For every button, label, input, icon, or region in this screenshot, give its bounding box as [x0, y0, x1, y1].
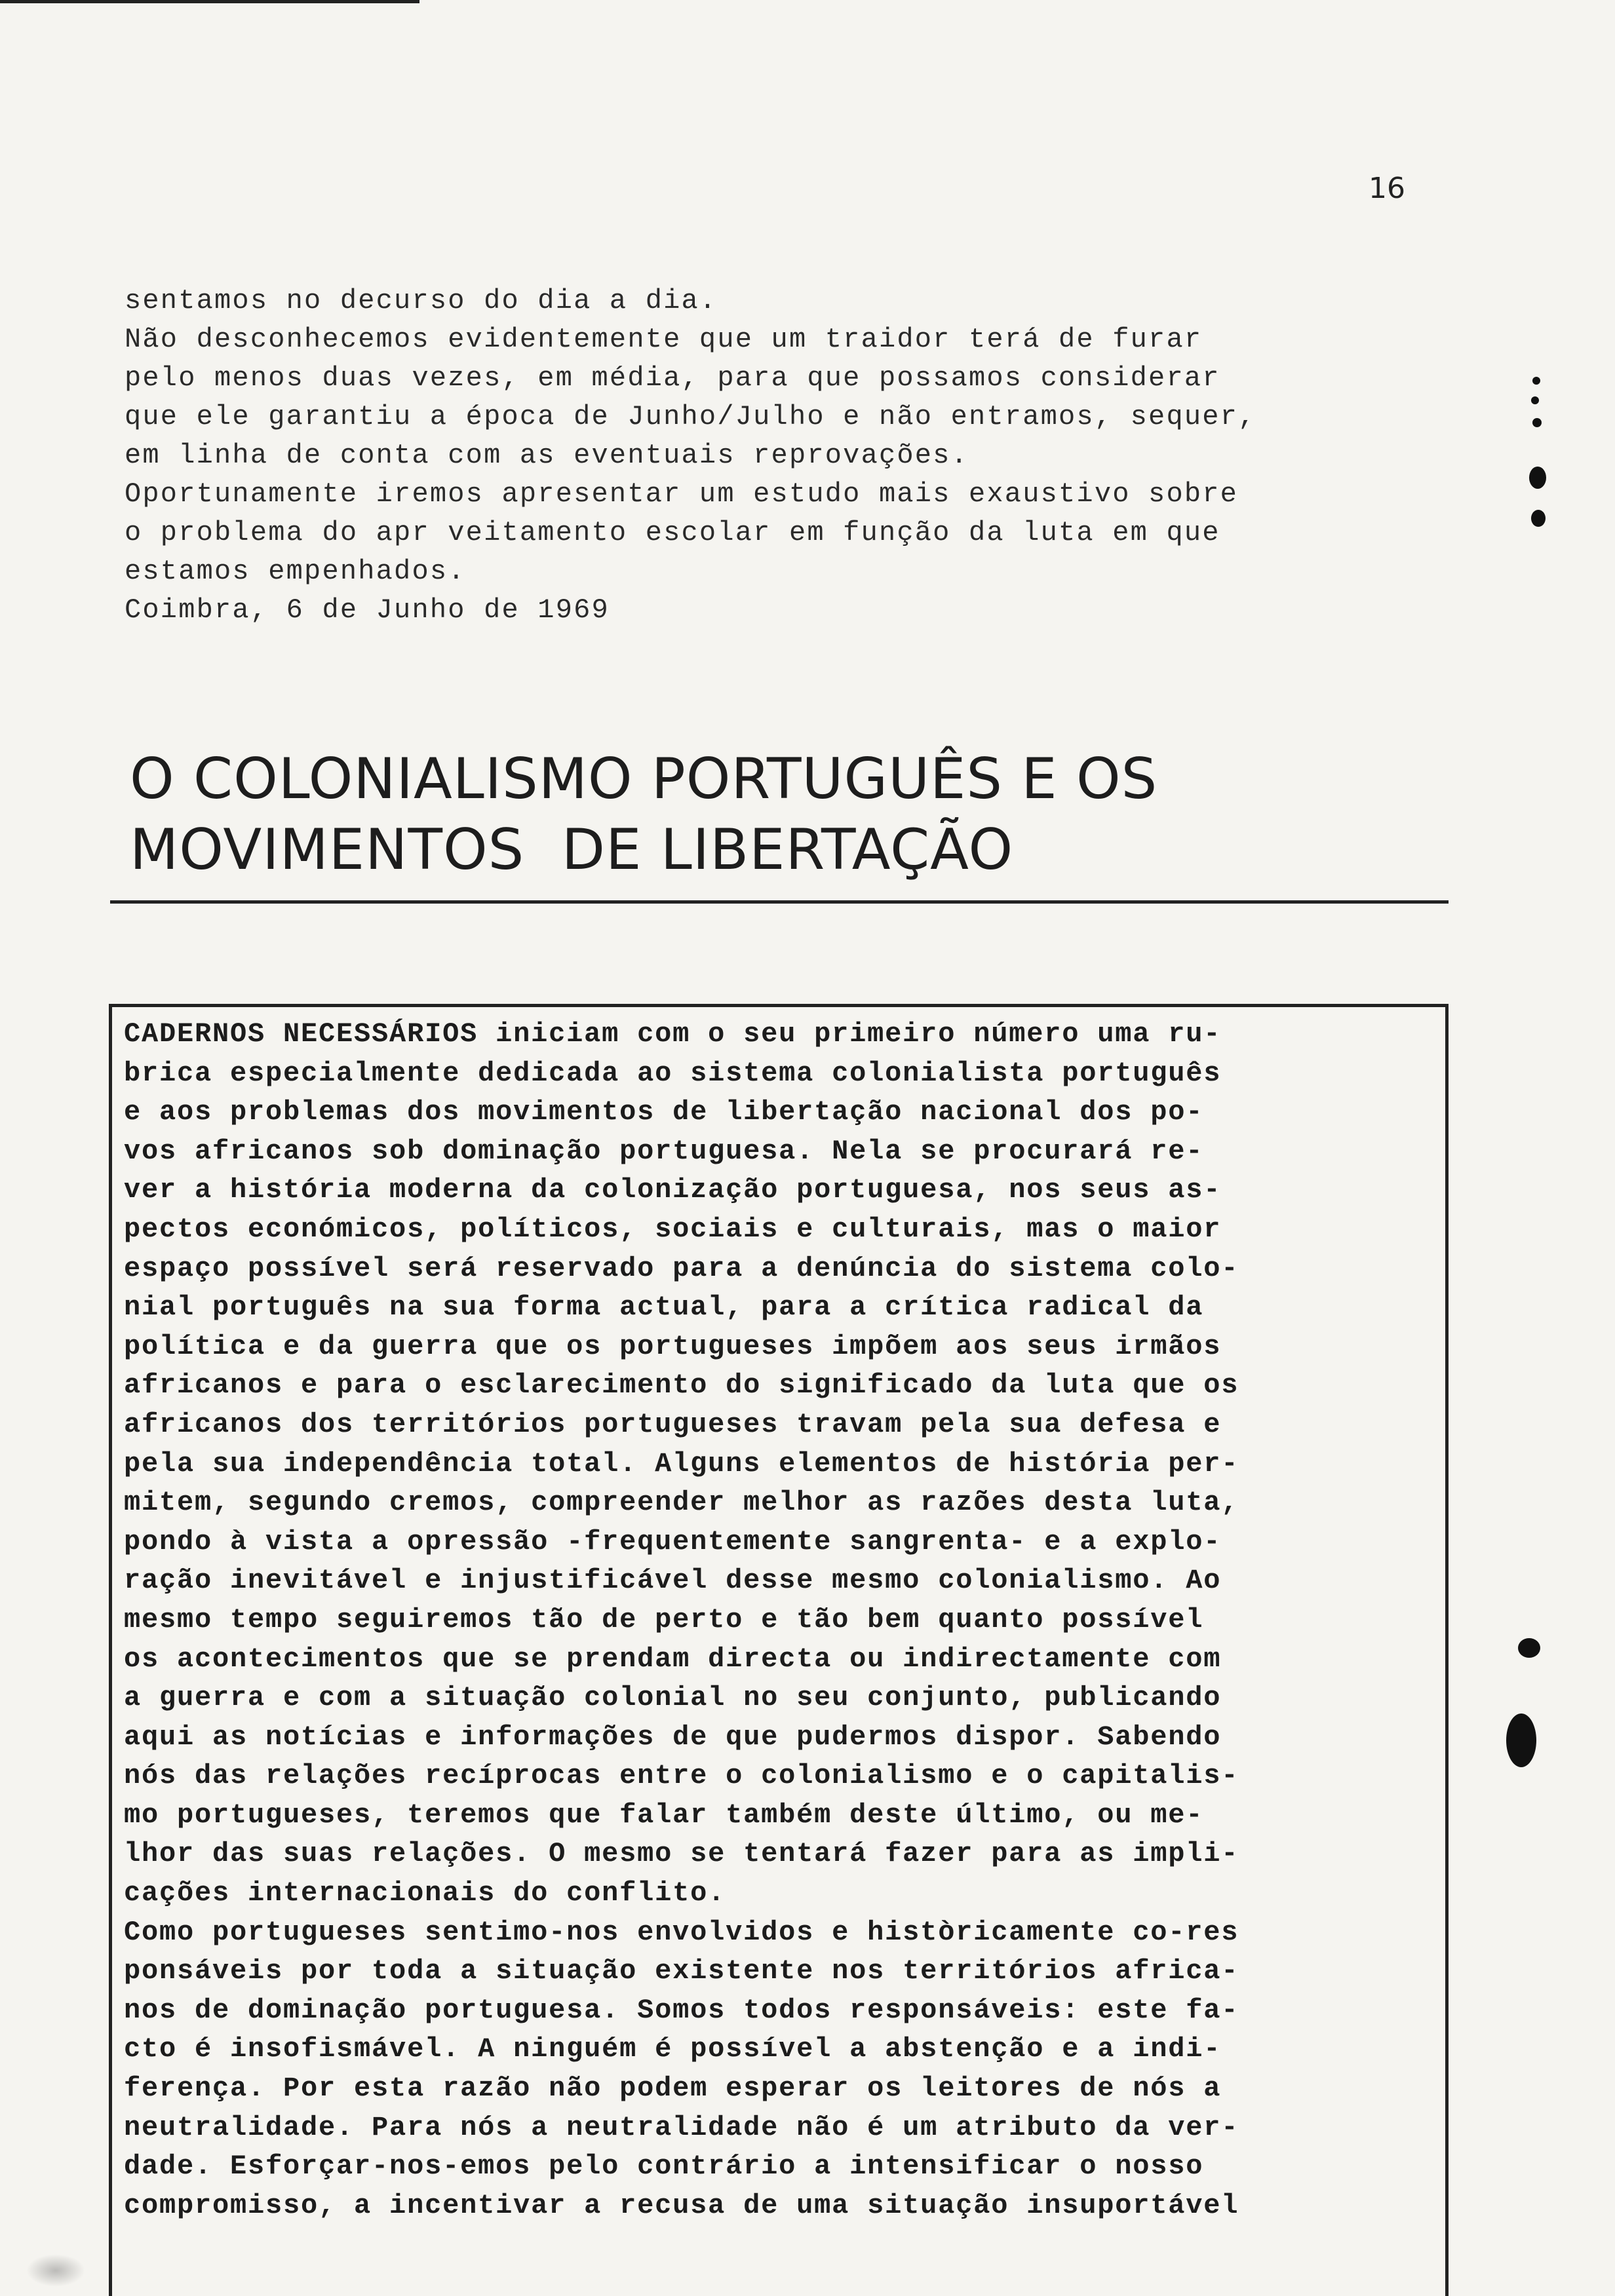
article-line: cações internacionais do conflito.	[124, 1877, 726, 1909]
article-line: pela sua independência total. Alguns elementos de história per-	[124, 1447, 1239, 1480]
article-line: nós das relações recíprocas entre o colonialismo e o capitalis-	[124, 1760, 1239, 1792]
article-line: brica especialmente dedicada ao sistema colonialista português	[124, 1057, 1222, 1089]
article-line: africanos e para o esclarecimento do significado da luta que os	[124, 1369, 1239, 1402]
intro-line: que ele garantiu a época de Junho/Julho e não entramos, sequer,	[125, 401, 1256, 432]
article-box	[109, 1004, 1449, 2296]
intro-line: estamos empenhados.	[125, 556, 466, 587]
article-line: Como portugueses sentimo-nos envolvidos e històricamente co-res	[124, 1916, 1239, 1948]
article-line: mesmo tempo seguiremos tão de perto e tão bem quanto possível	[124, 1603, 1204, 1636]
intro-line: Oportunamente iremos apresentar um estudo mais exaustivo sobre	[125, 478, 1239, 510]
article-line: pondo à vista a opressão -frequentemente sangrenta- e a explo-	[124, 1525, 1222, 1558]
article-line: nos de dominação portuguesa. Somos todos responsáveis: este fa-	[124, 1994, 1239, 2026]
article-line: mo portugueses, teremos que falar também deste último, ou me-	[124, 1799, 1204, 1831]
article-line: a guerra e com a situação colonial no seu conjunto, publicando	[124, 1682, 1222, 1714]
intro-line: o problema do apr veitamento escolar em função da luta em que	[125, 517, 1220, 548]
ink-speck	[1529, 467, 1546, 489]
ink-speck	[1531, 510, 1546, 527]
intro-line: Não desconhecemos evidentemente que um traidor terá de furar	[125, 324, 1203, 355]
article-line: os acontecimentos que se prendam directa ou indirectamente com	[124, 1643, 1222, 1675]
intro-line: sentamos no decurso do dia a dia.	[125, 285, 718, 316]
top-rule	[0, 0, 419, 3]
article-line: dade. Esforçar-nos-emos pelo contrário a intensificar o nosso	[124, 2151, 1204, 2183]
ink-speck	[1532, 377, 1540, 385]
page-number: 16	[1369, 172, 1405, 205]
article-line: ponsáveis por toda a situação existente nos territórios africa-	[124, 1955, 1239, 1987]
headline-rule	[110, 900, 1449, 904]
article-line: lhor das suas relações. O mesmo se tentará fazer para as impli-	[124, 1838, 1239, 1870]
ink-speck	[1532, 418, 1542, 427]
article-line: nial português na sua forma actual, para a crítica radical da	[124, 1292, 1204, 1324]
ink-speck	[1518, 1638, 1540, 1658]
headline-line-1: O COLONIALISMO PORTUGUÊS E OS	[130, 746, 1158, 812]
article-line: e aos problemas dos movimentos de libertação nacional dos po-	[124, 1096, 1204, 1128]
article-line: mitem, segundo cremos, compreender melhor as razões desta luta,	[124, 1487, 1239, 1519]
article-line: espaço possível será reservado para a denúncia do sistema colo-	[124, 1252, 1239, 1284]
headline-line-2: MOVIMENTOS DE LIBERTAÇÃO	[130, 817, 1014, 883]
article-line: política e da guerra que os portugueses impõem aos seus irmãos	[124, 1330, 1222, 1362]
section-headline	[130, 744, 1375, 885]
article-line: aqui as notícias e informações de que pudermos dispor. Sabendo	[124, 1721, 1222, 1753]
article-line: vos africanos sob dominação portuguesa. Nela se procurará re-	[124, 1135, 1204, 1167]
article-line: compromisso, a incentivar a recusa de uma situação insuportável	[124, 2189, 1239, 2221]
article-line: neutralidade. Para nós a neutralidade não é um atributo da ver-	[124, 2111, 1239, 2143]
article-line: africanos dos territórios portugueses travam pela sua defesa e	[124, 1408, 1222, 1440]
ink-speck	[1506, 1713, 1536, 1767]
intro-line: em linha de conta com as eventuais reprovações.	[125, 440, 969, 471]
article-line: ração inevitável e injustificável desse mesmo colonialismo. Ao	[124, 1565, 1222, 1597]
intro-signoff: Coimbra, 6 de Junho de 1969	[125, 594, 610, 626]
scan-smudge	[26, 2254, 85, 2287]
article-line: pectos económicos, políticos, sociais e culturais, mas o maior	[124, 1213, 1222, 1245]
article-line: CADERNOS NECESSÁRIOS iniciam com o seu primeiro número uma ru-	[124, 1018, 1222, 1050]
intro-line: pelo menos duas vezes, em média, para que possamos considerar	[125, 362, 1220, 394]
article-line: ver a história moderna da colonização portuguesa, nos seus as-	[124, 1174, 1222, 1206]
article-line: ferença. Por esta razão não podem esperar os leitores de nós a	[124, 2073, 1222, 2105]
intro-text-block	[125, 282, 1468, 630]
article-line: cto é insofismável. A ninguém é possível a abstenção e a indi-	[124, 2033, 1222, 2065]
ink-speck	[1531, 396, 1539, 404]
